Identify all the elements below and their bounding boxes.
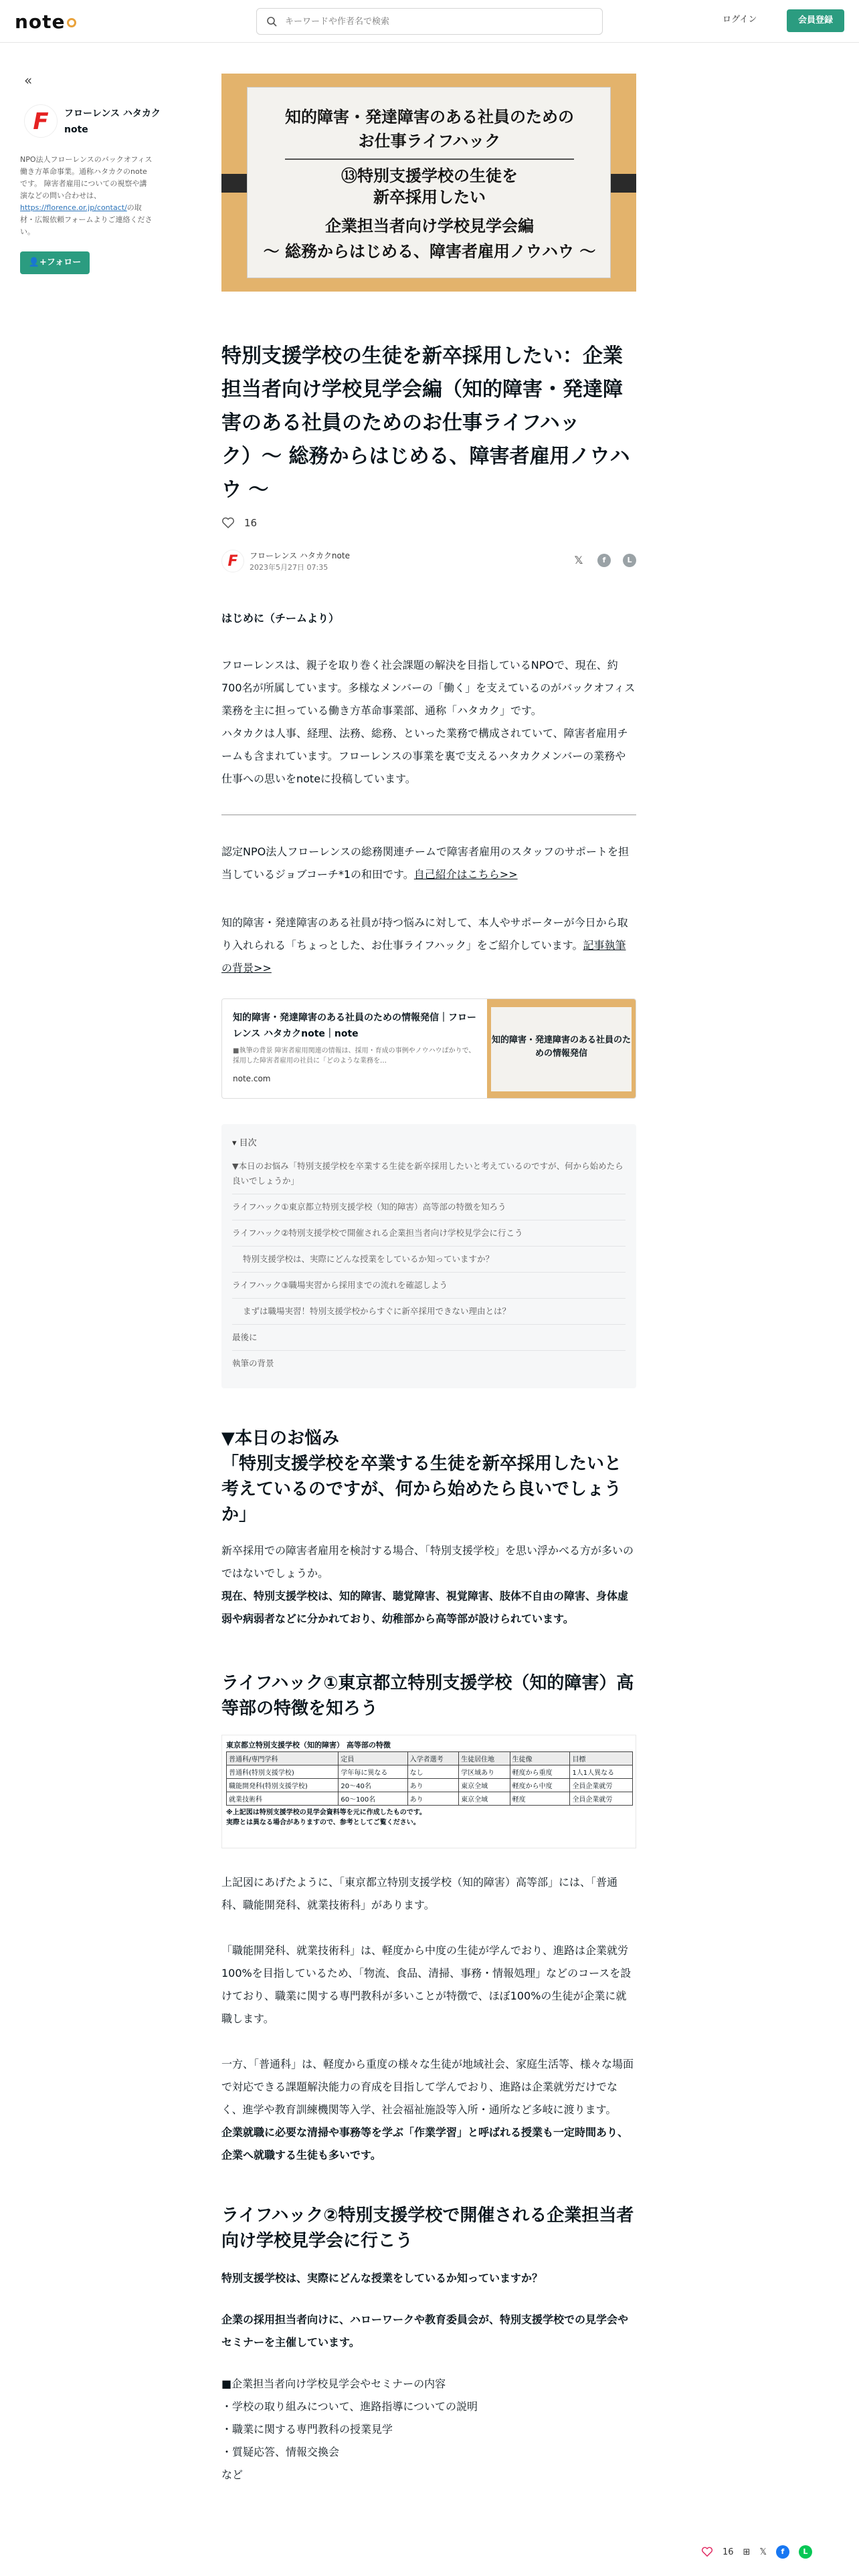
note-logo[interactable]: note [15, 11, 76, 33]
school-feature-table [221, 1735, 636, 1848]
creator-info[interactable] [20, 103, 161, 143]
embed-url: note.com [233, 1074, 271, 1083]
x-share-icon[interactable]: 𝕏 [759, 2547, 767, 2557]
embed-card[interactable] [221, 998, 636, 1099]
collapse-sidebar-icon[interactable]: « [24, 72, 33, 88]
feature-table [226, 1751, 633, 1806]
list-item: ・職業に関する専門教科の授業見学 [221, 2423, 393, 2436]
worry-paragraph-2: 現在、特別支援学校は、知的障害、聴覚障害、視覚障害、肢体不自由の障害、身体虚弱や病弱者などに分かれており、幼稚部から高等部が設けられています。 [221, 1590, 629, 1625]
toc-item[interactable]: まずは職場実習！特別支援学校からすぐに新卒採用できない理由とは？ [232, 1299, 626, 1325]
floating-action-bar [701, 2545, 812, 2559]
toc-item[interactable]: 最後に [232, 1325, 626, 1351]
table-header: 生徒像 [510, 1752, 570, 1765]
table-note: ※上記図は特別支援学校の見学会資料等を元に作成したものです。 実際とは異なる場合がありますので、参考としてご覧ください。 [226, 1809, 426, 1826]
toc-toggle[interactable]: ▾ 目次 [232, 1138, 257, 1148]
magazine-add-icon[interactable]: ⊞ [743, 2547, 751, 2557]
hero-title: 知的障害・発達障害のある社員のための お仕事ライフハック [285, 108, 574, 150]
lifehack-2-heading: ライフハック②特別支援学校で開催される企業担当者向け学校見学会に行こう [221, 2206, 634, 2251]
signup-button[interactable]: 会員登録 [787, 9, 844, 32]
hero-bar-right [609, 174, 636, 193]
table-row: 就業技術科 60〜100名 あり 東京全域 軽度 全員企業就労 [227, 1792, 633, 1806]
toc-item[interactable]: ▼本日のお悩み「特別支援学校を卒業する生徒を新卒採用したいと考えているのですが、何から始めたら良いでしょうか」 [232, 1154, 626, 1194]
search-input[interactable] [285, 15, 593, 28]
lifehack-1-paragraph: 上記図にあげたように、「東京都立特別支援学校（知的障害）高等部」には、「普通科、職能開発科、就業技術科」があります。 [221, 1876, 618, 1911]
toc-item[interactable]: ライフハック①東京都立特別支援学校（知的障害）高等部の特徴を知ろう [232, 1194, 626, 1220]
creator-name[interactable]: フローレンス ハタカクnote [64, 108, 161, 135]
list-item: ・質疑応答、情報交換会 [221, 2446, 340, 2458]
add-user-icon: 👤+ [28, 257, 47, 267]
like-area [221, 514, 636, 532]
worry-heading: ▼本日のお悩み 「特別支援学校を卒業する生徒を新卒採用したいと考えているのですが、何から始めたら良いでしょうか」 [221, 1428, 622, 1525]
facebook-share-icon[interactable]: f [597, 554, 611, 567]
article-title: 特別支援学校の生徒を新卒採用したい：企業担当者向け学校見学会編（知的障害・発達障害のある社員のためのお仕事ライフハック）〜 総務からはじめる、障害者雇用ノウハウ 〜 [221, 344, 630, 502]
like-count[interactable]: 16 [244, 517, 258, 529]
x-share-icon[interactable]: 𝕏 [574, 554, 583, 566]
lifehack-2-question: 特別支援学校は、実際にどんな授業をしているか知っていますか？ [221, 2272, 543, 2284]
toc-item[interactable]: ライフハック③職場実習から採用までの流れを確認しよう [232, 1273, 626, 1299]
background-link[interactable]: 記事執筆の背景>> [221, 939, 626, 974]
author-avatar[interactable]: F [221, 550, 244, 572]
intro-paragraph-2: ハタカクは人事、経理、法務、総務、といった業務で構成されていて、障害者雇用チームも含まれています。フローレンスの事業を裏で支えるハタカクメンバーの業務や仕事への思いをnoteに投稿しています。 [221, 727, 628, 785]
intro-heading: はじめに（チームより） [221, 612, 340, 625]
list-item: ・学校の取り組みについて、進路指導についての説明 [221, 2400, 478, 2413]
table-of-contents [221, 1124, 636, 1388]
publish-date: 2023年5月27日 07:35 [250, 563, 328, 572]
seminar-list-heading: ■企業担当者向け学校見学会やセミナーの内容 [221, 2377, 446, 2390]
search-icon [266, 16, 277, 27]
embed-description: ■執筆の背景 障害者雇用関連の情報は、採用・育成の事例やノウハウばかりで、採用した障害者雇用の社員に「どのような業務を… [233, 1047, 476, 1065]
author-name[interactable]: フローレンス ハタカクnote [250, 551, 350, 560]
line-share-icon[interactable]: L [799, 2545, 812, 2559]
creator-avatar[interactable]: F [24, 104, 58, 138]
worry-paragraph: 新卒採用での障害者雇用を検討する場合、「特別支援学校」を思い浮かべる方が多いのではないでしょうか。 [221, 1544, 634, 1580]
toc-item[interactable]: ライフハック②特別支援学校で開催される企業担当者向け学校見学会に行こう [232, 1220, 626, 1247]
hero-image [221, 74, 636, 292]
toc-item[interactable]: 特別支援学校は、実際にどんな授業をしているか知っていますか？ [232, 1247, 626, 1273]
creator-description: NPO法人フローレンスのバックオフィス働き方革命事業。通称ハタカクのnoteです。 障害者雇用についての視察や講演などの問い合わせは、https://florence.or.jp/contact/の取材・広報依頼フォームよりご連絡ください。 [20, 155, 153, 236]
author-row [221, 548, 636, 575]
facebook-share-icon[interactable]: f [776, 2545, 789, 2559]
chevron-down-icon: ▾ [232, 1138, 240, 1148]
share-buttons [572, 554, 636, 567]
table-header: 普通科/専門学科 [227, 1752, 339, 1765]
intro-paragraph: フローレンスは、親子を取り巻く社会課題の解決を目指しているNPOで、現在、約700名が所属しています。多様なメンバーの「働く」を支えているのがバックオフィス業務を主に担っている働き方革命事業部、通称「ハタカク」です。 [221, 659, 636, 717]
embed-text [233, 1010, 480, 1083]
lifehack-1-paragraph-2: 「職能開発科、就業技術科」は、軽度から中度の生徒が学んでおり、進路は企業就労100%を目指しているため、「物流、食品、清掃、事務・情報処理」などのコースを設けており、職業に関する専門教科が多いことが特徴で、ほぼ100%の生徒が企業に就職します。 [221, 1944, 632, 2025]
login-button[interactable]: ログイン [723, 15, 757, 25]
lifehack-paragraph: 知的障害・発達障害のある社員が持つ悩みに対して、本人やサポーターが今日から取り入れられる「ちょっとした、お仕事ライフハック」をご紹介しています。記事執筆の背景>> [221, 916, 628, 974]
hero-card [247, 87, 611, 278]
hero-subtitle: ⑬特別支援学校の生徒を 新卒採用したい [341, 167, 518, 207]
lifehack-2-paragraph: 企業の採用担当者向けに、ハローワークや教育委員会が、特別支援学校での見学会やセミナーを主催しています。 [221, 2313, 629, 2349]
author-paragraph: 認定NPO法人フローレンスの総務関連チームで障害者雇用のスタッフのサポートを担当しているジョブコーチ*1の和田です。自己紹介はこちら>> [221, 845, 630, 881]
toc-item[interactable]: 執筆の背景 [232, 1358, 274, 1368]
lifehack-1-paragraph-3: 一方、「普通科」は、軽度から重度の様々な生徒が地域社会、家庭生活等、様々な場面で対応できる課題解決能力の育成を目指して学んでおり、進路は企業就労だけでなく、進学や教育訓練機関等入学、社会福祉施設等入所・通所など多岐に渡ります。 [221, 2058, 634, 2116]
heart-icon[interactable] [701, 2547, 713, 2557]
global-header [0, 0, 859, 43]
lifehack-1-paragraph-4: 企業就職に必要な清掃や事務等を学ぶ「作業学習」と呼ばれる授業も一定時間あり、企業へ就職する生徒も多いです。 [221, 2126, 629, 2161]
hero-caption: 企業担当者向け学校見学会編 〜 総務からはじめる、障害者雇用ノウハウ 〜 [263, 217, 596, 261]
embed-title: 知的障害・発達障害のある社員のための情報発信｜フローレンス ハタカクnote｜note [233, 1012, 476, 1039]
self-intro-link[interactable]: 自己紹介はこちら>> [413, 868, 518, 881]
floating-like-count[interactable]: 16 [723, 2547, 734, 2557]
embed-thumbnail: 知的障害・発達障害のある社員のための情報発信 [487, 999, 636, 1099]
lifehack-1-heading: ライフハック①東京都立特別支援学校（知的障害）高等部の特徴を知ろう [221, 1673, 634, 1719]
table-header: 生徒居住地 [459, 1752, 510, 1765]
search-box[interactable] [256, 8, 603, 35]
table-row: 職能開発科(特別支援学校) 20〜40名 あり 東京全域 軽度から中度 全員企業就労 [227, 1779, 633, 1792]
heart-icon[interactable] [221, 517, 235, 529]
logo-dot-icon [67, 18, 76, 27]
contact-link[interactable]: https://florence.or.jp/contact/ [20, 203, 127, 212]
table-header: 目標 [570, 1752, 633, 1765]
line-share-icon[interactable]: L [623, 554, 636, 567]
article-body [221, 607, 636, 2486]
creator-sidebar [20, 72, 161, 274]
article-main [221, 74, 636, 2486]
table-caption: 東京都立特別支援学校（知的障害） 高等部の特徴 [226, 1741, 391, 1749]
table-header: 定員 [339, 1752, 407, 1765]
follow-button[interactable]: 👤+フォロー [20, 251, 90, 274]
list-item: など [221, 2468, 244, 2481]
hero-bar-left [221, 174, 248, 193]
hero-divider [285, 158, 574, 160]
table-row: 普通科(特別支援学校) 学年毎に異なる なし 学区域あり 軽度から重度 1人1人異なる [227, 1765, 633, 1779]
table-header: 入学者選考 [407, 1752, 458, 1765]
